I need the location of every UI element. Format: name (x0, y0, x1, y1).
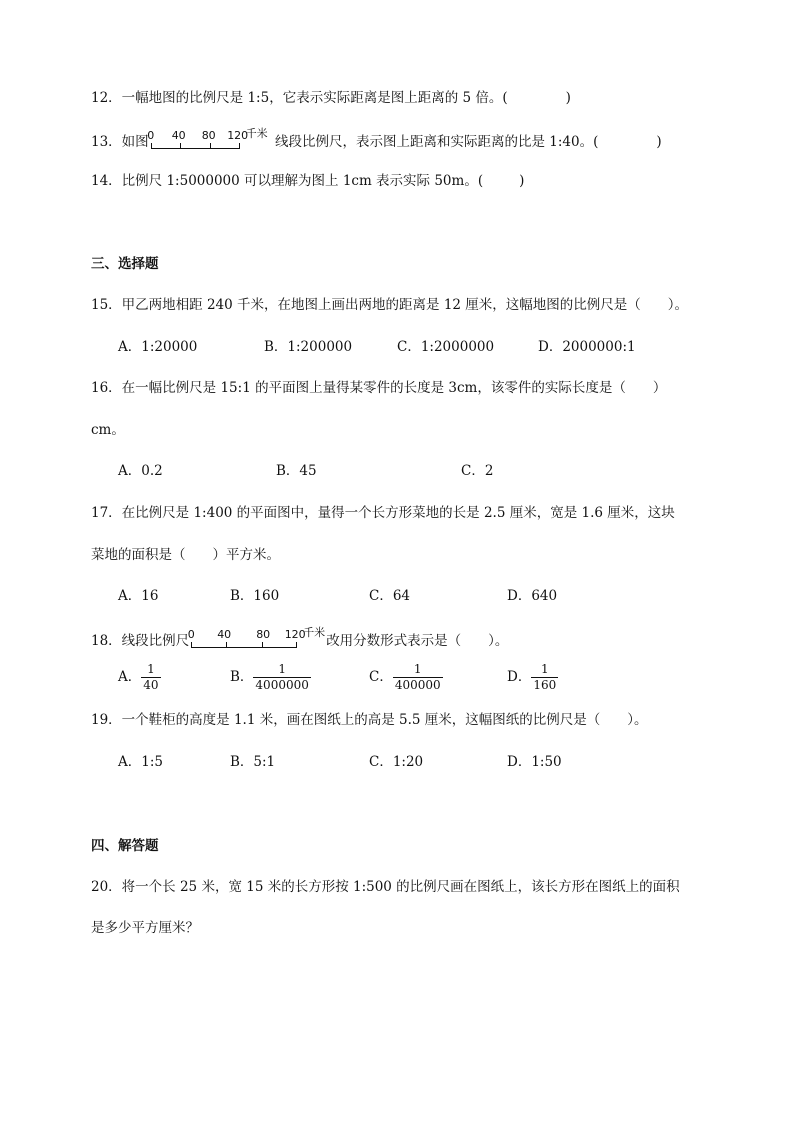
scale-tick (226, 642, 227, 648)
question-14-close: ) (519, 173, 525, 189)
section-heading-answer: 四、解答题 (91, 838, 159, 854)
scale-label-80: 80 (201, 129, 216, 142)
fraction-numerator: 1 (540, 662, 549, 676)
scale-tick (296, 642, 297, 648)
question-13-text: 线段比例尺，表示图上距离和实际距离的比是 1:40。( (270, 134, 599, 150)
question-12-text: 12．一幅地图的比例尺是 1:5，它表示实际距离是图上距离的 5 倍。( (91, 90, 508, 106)
question-14 (91, 171, 754, 191)
option-a: A．16 (118, 588, 159, 604)
option-b: B．45 (276, 463, 317, 479)
fraction-denominator: 160 (533, 678, 557, 692)
option-a: A．1:5 (118, 754, 163, 770)
question-19: 19．一个鞋柜的高度是 1.1 米，画在图纸上的高是 5.5 厘米，这幅图纸的比例尺是（ ）。 (91, 712, 648, 728)
question-16-continued: cm。 (91, 422, 125, 438)
scale-bar (151, 148, 239, 149)
option-b: B．160 (230, 588, 280, 604)
question-18-text: 改用分数形式表示是（ ）。 (326, 633, 509, 649)
option-a: A．0.2 (118, 463, 163, 479)
fraction (141, 662, 160, 693)
scale-tick (239, 143, 240, 149)
scale-label-40: 40 (217, 628, 232, 641)
scale-label-80: 80 (256, 628, 271, 641)
question-15: 15．甲乙两地相距 240 千米，在地图上画出两地的距离是 12 厘米，这幅地图的比例尺是（ ）。 (91, 297, 689, 313)
option-a: A．1:20000 (118, 339, 198, 355)
scale-unit: 千米 (303, 626, 326, 639)
fraction (393, 662, 443, 693)
scale-label-120: 120 (227, 129, 249, 142)
fraction-numerator: 1 (147, 662, 155, 676)
option-label: A． (118, 669, 142, 685)
scale-tick (180, 143, 181, 149)
option-b (230, 662, 311, 693)
question-13-prefix: 13．如图 (91, 134, 149, 150)
option-label: D． (507, 669, 532, 685)
question-16: 16．在一幅比例尺是 15:1 的平面图上量得某零件的长度是 3cm，该零件的实际长度是（ ） (91, 380, 667, 396)
fraction-denominator: 400000 (394, 678, 441, 692)
question-17-continued: 菜地的面积是（ ）平方米。 (91, 547, 280, 563)
fraction (253, 662, 310, 693)
option-b: B．1:200000 (264, 339, 353, 355)
option-label: B． (230, 669, 254, 685)
scale-tick (210, 143, 211, 149)
option-c: C．1:20 (369, 754, 424, 770)
scale-label-120: 120 (284, 628, 306, 641)
fraction-denominator: 40 (143, 678, 159, 692)
question-12-close: ) (565, 90, 571, 106)
question-12 (91, 88, 754, 108)
option-label: C． (369, 669, 393, 685)
question-18-prefix: 18．线段比例尺 (91, 633, 190, 649)
fraction-numerator: 1 (278, 662, 286, 676)
option-d: D．1:50 (507, 754, 562, 770)
question-20-continued: 是多少平方厘米？ (91, 920, 199, 936)
option-d: D．640 (507, 588, 558, 604)
option-d (507, 662, 558, 693)
line-scale-figure (189, 627, 326, 651)
question-13-close: ) (656, 134, 662, 150)
question-18 (91, 627, 754, 651)
scale-tick (191, 642, 192, 648)
option-c: C．1:2000000 (397, 339, 495, 355)
fraction-numerator: 1 (413, 662, 422, 676)
question-14-text: 14．比例尺 1:5000000 可以理解为图上 1cm 表示实际 50m。( (91, 173, 484, 189)
scale-label-0: 0 (187, 628, 195, 641)
scale-bar (191, 647, 296, 648)
fraction (531, 662, 558, 693)
scale-tick (262, 642, 263, 648)
scale-tick (151, 143, 152, 149)
question-20: 20．将一个长 25 米，宽 15 米的长方形按 1:500 的比例尺画在图纸上，该长方形在图纸上的面积 (91, 879, 680, 895)
option-c (369, 662, 443, 693)
question-13 (91, 128, 754, 152)
line-scale-figure (149, 128, 271, 152)
option-c: C．2 (461, 463, 494, 479)
option-b: B．5:1 (230, 754, 276, 770)
option-c: C．64 (369, 588, 411, 604)
scale-unit: 千米 (245, 127, 268, 140)
question-17: 17．在比例尺是 1:400 的平面图中，量得一个长方形菜地的长是 2.5 厘米，宽是 1.6 厘米，这块 (91, 505, 675, 521)
fraction-denominator: 4000000 (255, 678, 309, 692)
scale-label-40: 40 (171, 129, 186, 142)
section-heading-choice: 三、选择题 (91, 256, 159, 272)
option-d: D．2000000:1 (538, 339, 636, 355)
scale-label-0: 0 (147, 129, 155, 142)
option-a (118, 662, 161, 693)
